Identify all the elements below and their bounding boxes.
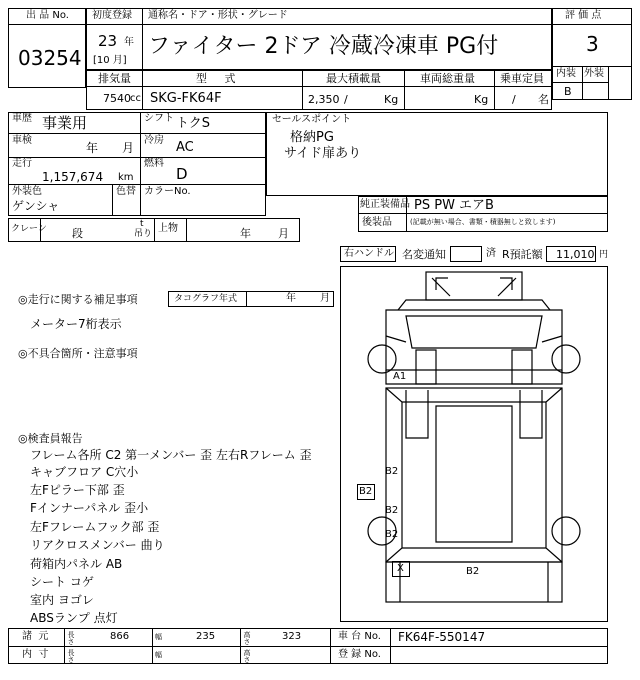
tacho-month: 月: [320, 293, 330, 304]
inspection-month: 月: [122, 141, 135, 155]
mileage: 1,157,674: [42, 170, 104, 184]
first-reg-year-unit: 年: [124, 37, 134, 48]
report-line-10: ABSランプ 点灯: [30, 611, 118, 625]
recycle-amount: 11,010: [556, 248, 595, 261]
report-line-7: 荷箱内パネル AB: [30, 557, 123, 571]
width: 235: [196, 631, 216, 642]
fuel: D: [176, 165, 188, 183]
equipment-label: 純正装備品: [360, 199, 410, 210]
defects-label: ◎不具合箇所・注意事項: [18, 347, 138, 360]
sales-point-label: セールスポイント: [272, 114, 352, 125]
inspector-label: ◎検査員報告: [18, 432, 83, 445]
aftermarket-label: 後装品: [362, 217, 392, 228]
report-line-3: 左Fピラー下部 歪: [30, 483, 125, 497]
recycle: 済: [486, 248, 496, 259]
dims-label: 諸 元: [22, 631, 49, 642]
name-change-label: 名変通知: [402, 248, 446, 261]
max-load-sep: /: [344, 93, 348, 106]
inner-length-label: 長さ: [67, 649, 75, 663]
supplement-label: ◎走行に関する補足事項: [18, 293, 138, 306]
fuel-label: 燃料: [144, 158, 164, 169]
max-load-label: 最大積載量: [326, 72, 381, 85]
lot-no-label: 出 品 No.: [26, 10, 69, 21]
sales-point-1: 格納PG: [290, 130, 334, 145]
recycle-label: R預託額: [502, 248, 543, 261]
upper-month: 月: [278, 227, 289, 240]
length-label: 長さ: [67, 631, 75, 645]
report-line-1: フレーム各所 C2 第一メンバー 歪 左右Rフレーム 歪: [30, 448, 312, 462]
score-label: 評 価 点: [565, 10, 602, 21]
inspection-year: 年: [86, 141, 99, 155]
crane-stage: 段: [72, 227, 83, 240]
model-label: 型 式: [196, 72, 236, 85]
color-code-label: カラーNo.: [144, 186, 191, 197]
upper-label: 上物: [158, 223, 178, 234]
supplement: メーター7桁表示: [30, 317, 122, 331]
inspection-label: 車検: [12, 135, 32, 146]
model: SKG-FK64F: [150, 91, 222, 106]
interior-grade: B: [564, 85, 572, 98]
capacity-label: 乗車定員: [500, 72, 544, 85]
tacho-year: 年: [286, 293, 296, 304]
crane-label: クレーン: [11, 224, 47, 234]
upper-year: 年: [240, 227, 251, 240]
mileage-label: 走行: [12, 158, 32, 169]
tacho-label: タコグラフ年式: [174, 294, 238, 304]
mark-b2-5: B2: [466, 566, 480, 577]
width-label: 幅: [155, 633, 162, 641]
displacement: 7540: [103, 92, 131, 105]
mark-x: X: [397, 563, 404, 574]
equipment: PS PW エアB: [414, 198, 494, 213]
ac-label: 冷房: [144, 135, 164, 146]
max-load-unit: Kg: [384, 93, 399, 106]
report-line-9: 室内 ヨゴレ: [30, 593, 94, 607]
length: 866: [110, 631, 130, 642]
gvw-unit: Kg: [474, 93, 489, 106]
inner-width-label: 幅: [155, 651, 162, 659]
score: 3: [586, 32, 599, 56]
chassis: FK64F-550147: [398, 630, 486, 644]
first-reg-label: 初度登録: [92, 10, 132, 21]
displacement-unit: cc: [130, 93, 141, 104]
crane-t: t: [140, 219, 144, 229]
mileage-unit: km: [118, 172, 134, 183]
mark-b2-2: B2: [359, 486, 373, 497]
color: ゲンシャ: [12, 199, 60, 213]
report-line-2: キャブフロア C穴小: [30, 465, 139, 479]
inner-height-label: 高さ: [243, 649, 251, 663]
inner-label: 内 寸: [22, 649, 49, 660]
height: 323: [282, 631, 302, 642]
sales-point-2: サイド扉あり: [284, 146, 362, 161]
capacity-sep: /: [512, 93, 516, 106]
shift-label: シフト: [144, 113, 174, 124]
lot-no: 03254: [18, 46, 82, 70]
name-change-box: [450, 246, 482, 262]
steering: 右ハンドル: [344, 248, 394, 259]
first-reg-year: 23: [98, 32, 118, 50]
shift: トクS: [176, 116, 210, 131]
crane-lift: 吊り: [134, 229, 153, 239]
report-line-6: リアクロスメンバー 曲り: [30, 538, 165, 552]
max-load: 2,350: [308, 93, 340, 106]
exterior-label: 外装: [584, 68, 604, 79]
history-label: 車歴: [12, 113, 32, 124]
height-label: 高さ: [243, 631, 251, 645]
report-line-5: 左Fフレームフック部 歪: [30, 520, 160, 534]
mark-b2-3: B2: [385, 505, 399, 516]
report-line-8: シート コゲ: [30, 575, 94, 589]
report-line-4: Fインナーパネル 歪小: [30, 501, 149, 515]
mark-b2-4: B2: [385, 529, 399, 540]
interior-label: 内装: [556, 68, 576, 79]
color-no-label: 色替: [116, 186, 136, 197]
chassis-label: 車 台 No.: [338, 631, 381, 642]
aftermarket-note: (記載が無い場合、書類・積器無しと致します): [410, 218, 556, 226]
ac: AC: [176, 140, 194, 155]
displacement-label: 排気量: [98, 72, 131, 85]
gvw-label: 車両総重量: [420, 72, 475, 85]
mark-a1: A1: [393, 371, 407, 382]
first-reg-month: [10 月]: [93, 55, 127, 66]
reg-label: 登 録 No.: [338, 649, 381, 660]
yen: 円: [599, 250, 609, 260]
mark-b2-1: B2: [385, 466, 399, 477]
capacity-unit: 名: [538, 93, 549, 106]
history: 事業用: [42, 114, 88, 132]
vehicle-title: ファイター 2ドア 冷蔵冷凍車 PG付: [148, 34, 499, 59]
color-label: 外装色: [12, 186, 42, 197]
name-label: 通称名・ドア・形状・グレード: [148, 10, 288, 21]
